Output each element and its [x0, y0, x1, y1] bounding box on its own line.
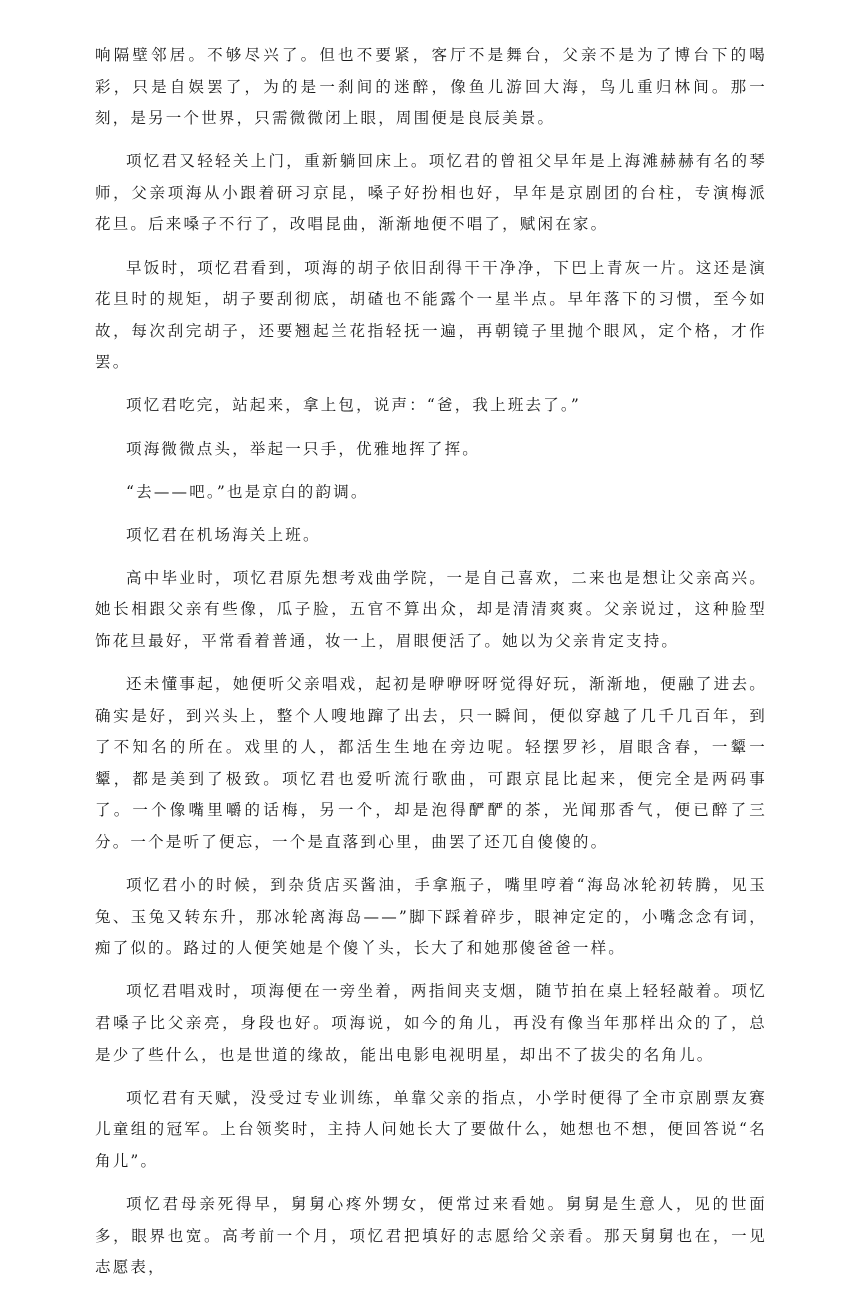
paragraph-12: 项忆君有天赋，没受过专业训练，单靠父亲的指点，小学时便得了全市京剧票友赛儿童组的冠军。上台领奖时，主持人问她长大了要做什么，她想也不想，便回答说“名角儿”。: [95, 1088, 767, 1170]
paragraph-1: 响隔壁邻居。不够尽兴了。但也不要紧，客厅不是舞台，父亲不是为了博台下的喝彩，只是自娱罢了，为的是一刹间的迷醉，像鱼儿游回大海，鸟儿重归林间。那一刻，是另一个世界，只需微微闭上眼，周围便是良辰美景。: [95, 46, 767, 128]
paragraph-11: 项忆君唱戏时，项海便在一旁坐着，两指间夹支烟，随节拍在桌上轻轻敲着。项忆君嗓子比父亲亮，身段也好。项海说，如今的角儿，再没有像当年那样出众的了，总是少了些什么，也是世道的缘故，能出电影电视明星，却出不了拔尖的名角儿。: [95, 982, 767, 1064]
paragraph-13: 项忆君母亲死得早，舅舅心疼外甥女，便常过来看她。舅舅是生意人，见的世面多，眼界也宽。高考前一个月，项忆君把填好的志愿给父亲看。那天舅舅也在，一见志愿表，: [95, 1195, 767, 1277]
paragraph-2: 项忆君又轻轻关上门，重新躺回床上。项忆君的曾祖父早年是上海滩赫赫有名的琴师，父亲项海从小跟着研习京昆，嗓子好扮相也好，早年是京剧团的台柱，专演梅派花旦。后来嗓子不行了，改唱昆曲，渐渐地便不唱了，赋闲在家。: [95, 152, 767, 234]
paragraph-8: 高中毕业时，项忆君原先想考戏曲学院，一是自己喜欢，二来也是想让父亲高兴。她长相跟父亲有些像，瓜子脸，五官不算出众，却是清清爽爽。父亲说过，这种脸型饰花旦最好，平常看着普通，妆一上，眉眼便活了。她以为父亲肯定支持。: [95, 568, 767, 650]
paragraph-3: 早饭时，项忆君看到，项海的胡子依旧刮得干干净净，下巴上青灰一片。这还是演花旦时的规矩，胡子要刮彻底，胡碴也不能露个一星半点。早年落下的习惯，至今如故，每次刮完胡子，还要翘起兰花指轻抚一遍，再朝镜子里抛个眼风，定个格，才作罢。: [95, 258, 767, 372]
document-page: [95, 40, 767, 1295]
paragraph-9: 还未懂事起，她便听父亲唱戏，起初是咿咿呀呀觉得好玩，渐渐地，便融了进去。确实是好，到兴头上，整个人嗖地蹿了出去，只一瞬间，便似穿越了几千几百年，到了不知名的所在。戏里的人，都活生生地在旁边呢。轻摆罗衫，眉眼含春，一颦一颦，都是美到了极致。项忆君也爱听流行歌曲，可跟京昆比起来，便完全是两码事了。一个像嘴里嚼的话梅，另一个，却是泡得酽酽的茶，光闻那香气，便已醉了三分。一个是听了便忘，一个是直落到心里，曲罢了还兀自傻傻的。: [95, 675, 767, 852]
paragraph-10: 项忆君小的时候，到杂货店买酱油，手拿瓶子，嘴里哼着“海岛冰轮初转腾，见玉兔、玉兔又转东升，那冰轮离海岛——”脚下踩着碎步，眼神定定的，小嘴念念有词，痴了似的。路过的人便笑她是个傻丫头，长大了和她那傻爸爸一样。: [95, 876, 767, 958]
paragraph-6: “去——吧。”也是京白的韵调。: [126, 482, 369, 501]
paragraph-5: 项海微微点头，举起一只手，优雅地挥了挥。: [126, 439, 481, 458]
paragraph-7: 项忆君在机场海关上班。: [126, 525, 321, 544]
paragraph-4: 项忆君吃完，站起来，拿上包，说声：“爸，我上班去了。”: [126, 396, 581, 415]
